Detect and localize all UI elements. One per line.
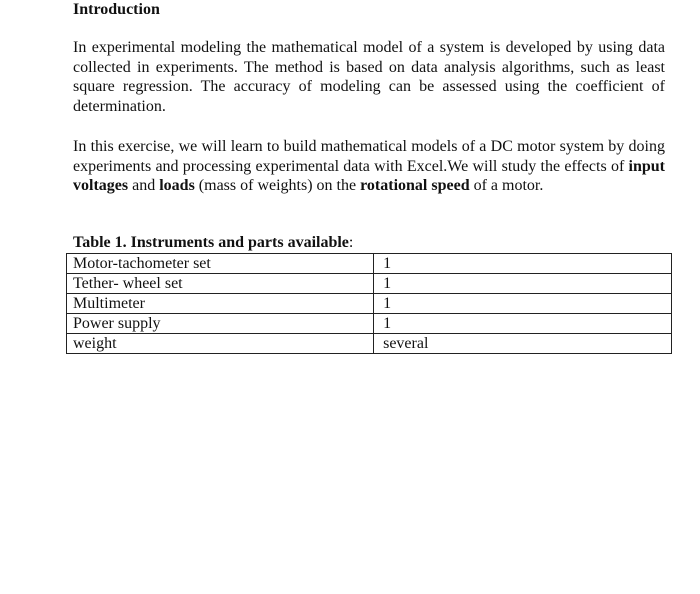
- table-row: [67, 334, 672, 354]
- table-row: [67, 254, 672, 274]
- table-caption: [73, 233, 353, 253]
- table-caption-colon: :: [348, 234, 354, 251]
- bold-term-loads: loads: [159, 177, 195, 194]
- table-cell-qty: 1: [374, 314, 672, 334]
- bold-term-input-voltages: input voltages: [73, 157, 665, 194]
- paragraph-text: (mass of weights) on the: [194, 177, 361, 194]
- table-cell-item: Multimeter: [67, 294, 374, 314]
- instruments-table: [66, 253, 672, 354]
- exercise-paragraph: [73, 137, 665, 196]
- section-heading: Introduction: [73, 1, 160, 18]
- table-cell-qty: 1: [374, 274, 672, 294]
- table-row: [67, 274, 672, 294]
- table-cell-item: Motor-tachometer set: [67, 254, 374, 274]
- table-cell-qty: 1: [374, 294, 672, 314]
- table-caption-title: Table 1. Instruments and parts available: [73, 234, 349, 251]
- paragraph-text: and: [128, 177, 160, 194]
- table-cell-qty: 1: [374, 254, 672, 274]
- table-row: [67, 314, 672, 334]
- table-cell-item: Power supply: [67, 314, 374, 334]
- paragraph-text: In this exercise, we will learn to build mathematical models of a DC motor system by doing experiments and processing experimental data with Excel.We will study the effects of: [73, 138, 665, 175]
- table-cell-item: Tether- wheel set: [67, 274, 374, 294]
- table-cell-item: weight: [67, 334, 374, 354]
- intro-paragraph: In experimental modeling the mathematical model of a system is developed by using data collected in experiments. The method is based on data analysis algorithms, such as least square regression. The accuracy of modeling can be assessed using the coefficient of determination.: [73, 39, 665, 115]
- paragraph-text: of a motor.: [469, 177, 544, 194]
- table-cell-qty: several: [374, 334, 672, 354]
- bold-term-rotational-speed: rotational speed: [360, 177, 470, 194]
- table-row: [67, 294, 672, 314]
